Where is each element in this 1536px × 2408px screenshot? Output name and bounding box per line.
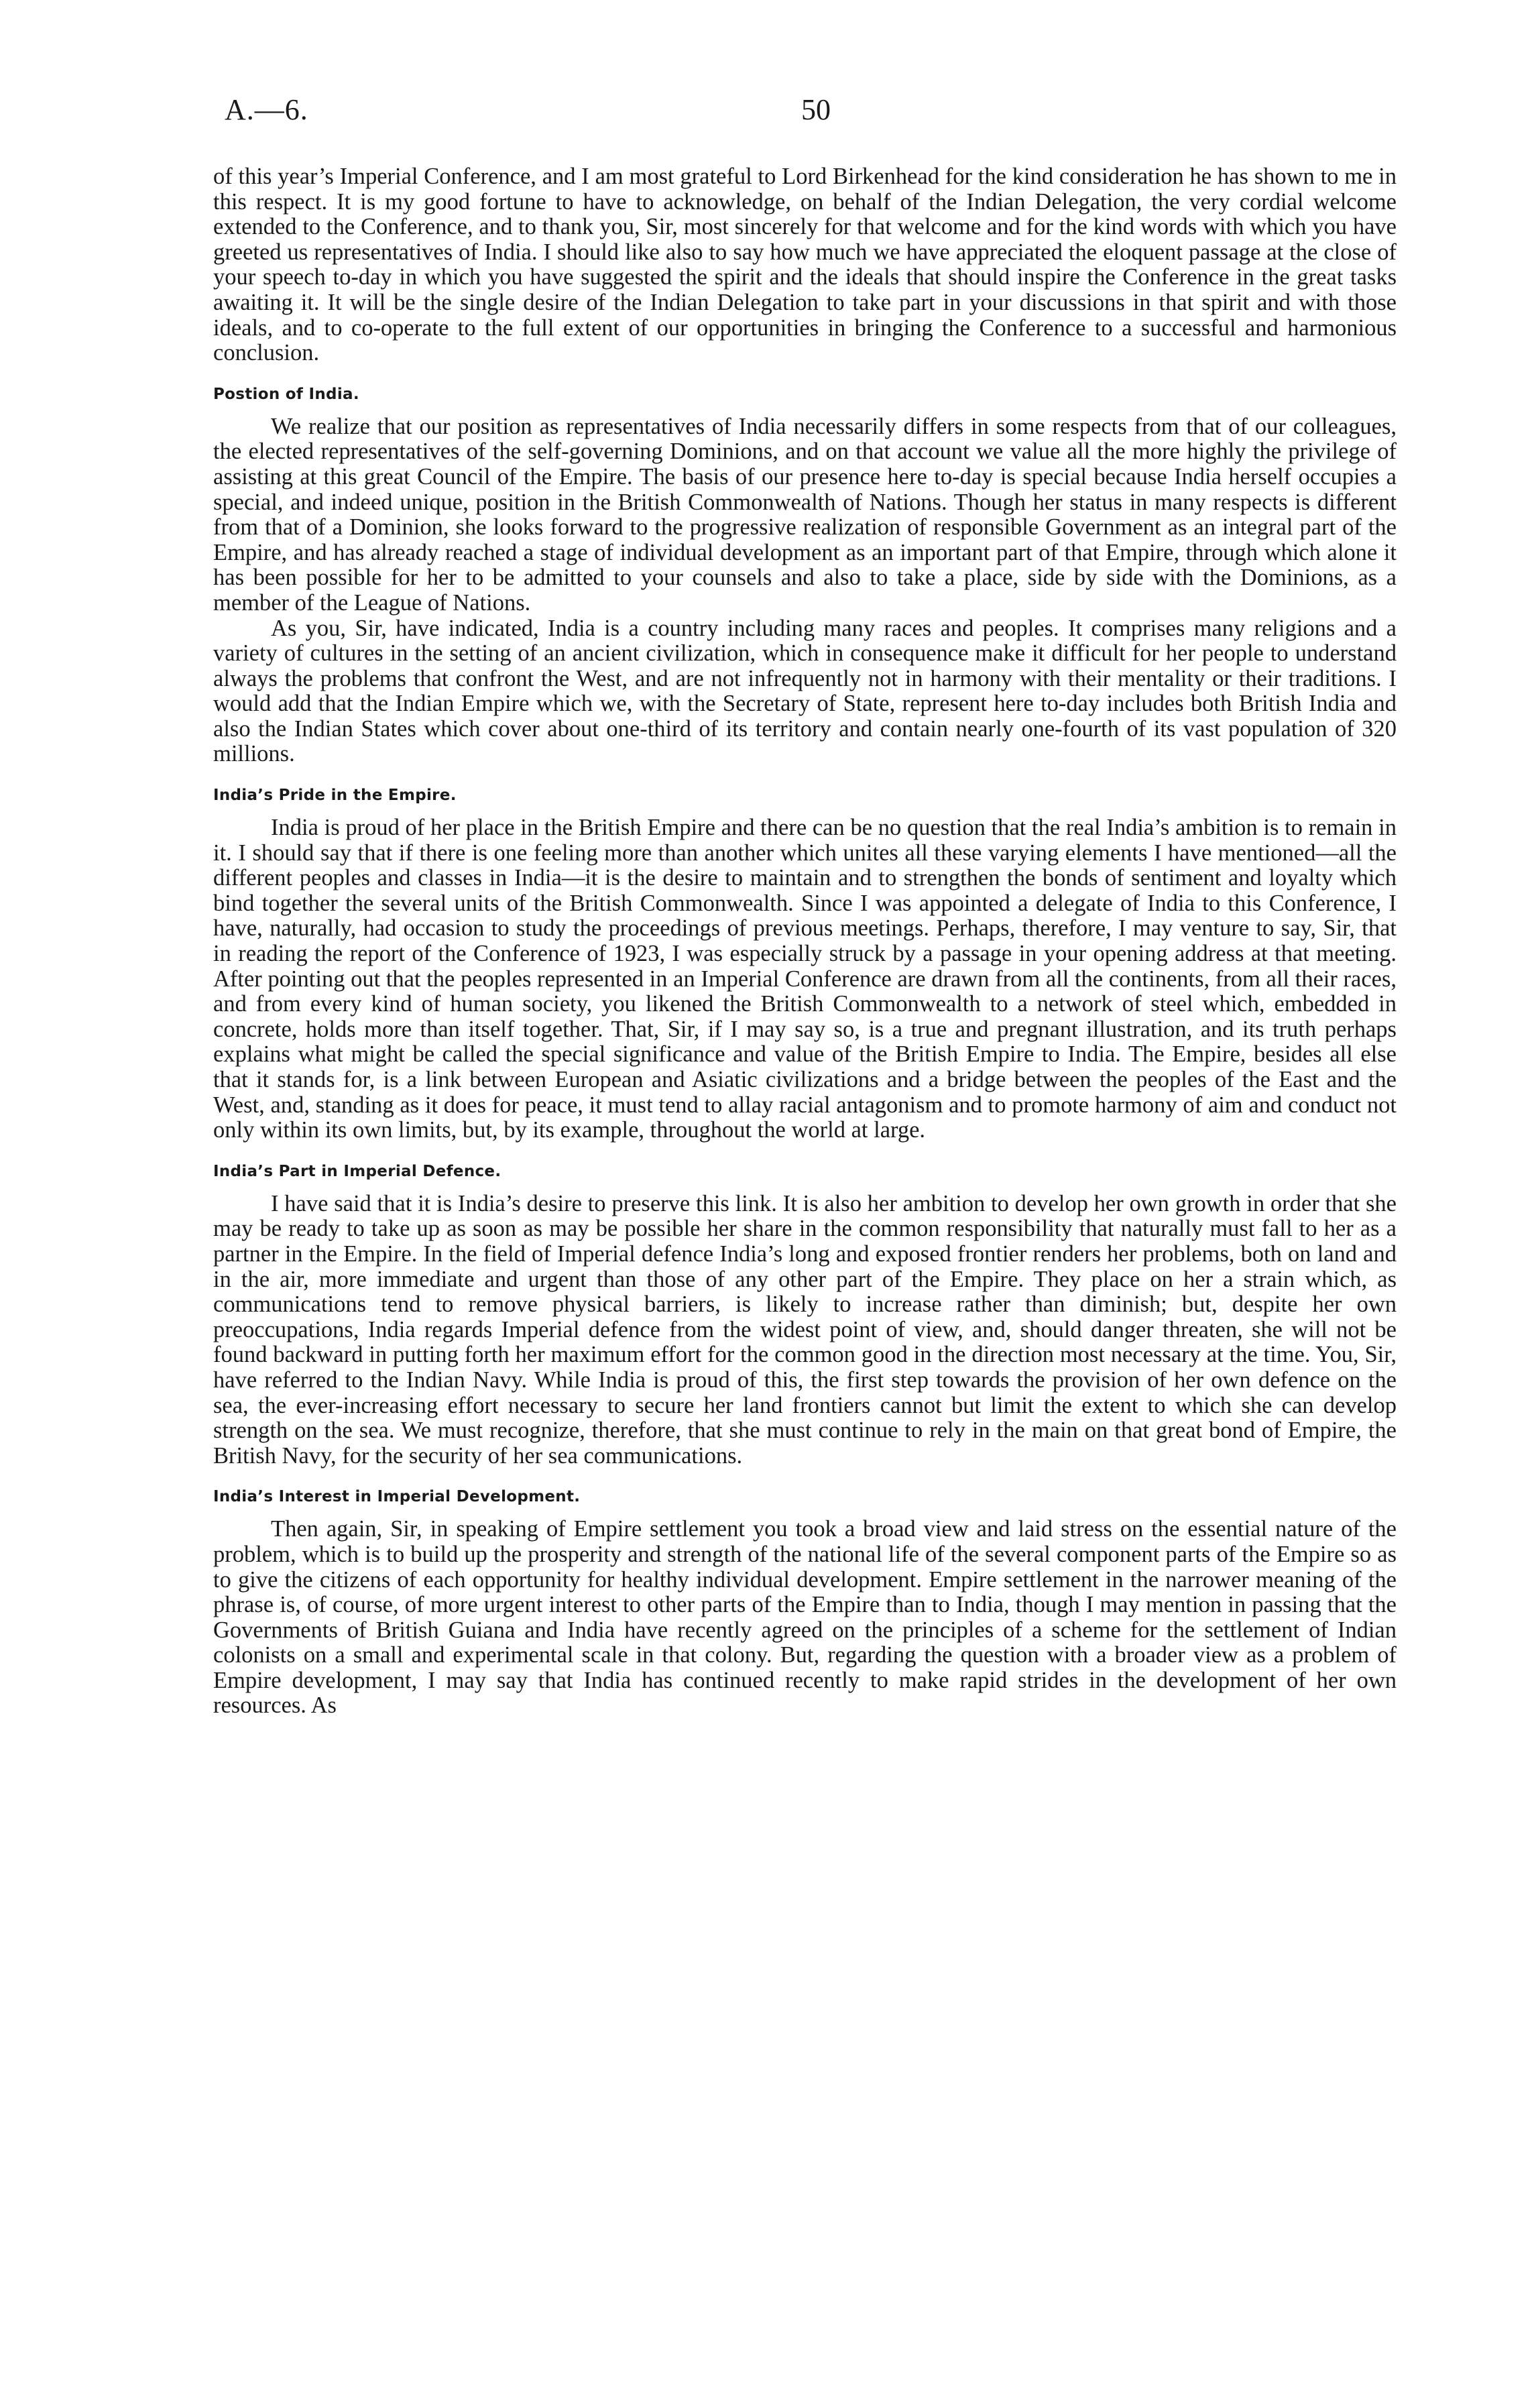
section-heading-position-of-india: Postion of India.	[213, 385, 359, 403]
section-heading-indias-pride: India’s Pride in the Empire.	[213, 787, 457, 805]
paragraph-development-1: Then again, Sir, in speaking of Empire settlement you took a broad view and laid stress on the essential nature of the problem, which is to build up the prosperity and strength of the national life of the several component parts of the Empire so as to give the citizens of each opportunity for healthy individual development. Empire settlement in the narrower meaning of the phrase is, of course, of more urgent interest to other parts of the Empire than to India, though I may mention in passing that the Governments of British Guiana and India have recently agreed on the principles of a scheme for the settlement of Indian colonists on a small and experimental scale in that colony. But, regarding the question with a broader view as a problem of Empire development, I may say that India has continued recently to make rapid strides in the development of her own resources. As	[213, 1516, 1397, 1719]
section-heading-imperial-defence: India’s Part in Imperial Defence.	[213, 1162, 501, 1180]
document-reference: A.—6.	[225, 93, 308, 126]
paragraph-intro: of this year’s Imperial Conference, and I am most grateful to Lord Birkenhead for the kind consideration he has shown to me in this respect. It is my good fortune to have to acknowledge, on behalf of the Indian Delegation, the very cordial welcome extended to the Conference, and to thank you, Sir, most sincerely for that welcome and for the kind words with which you have greeted us representatives of India. I should like also to say how much we have appreciated the eloquent passage at the close of your speech to-day in which you have suggested the spirit and the ideals that should inspire the Conference in the great tasks awaiting it. It will be the single desire of the Indian Delegation to take part in your discussions in that spirit and with those ideals, and to co-operate to the full extent of our opportunities in bringing the Conference to a successful and harmonious conclusion.	[213, 164, 1397, 366]
paragraph-position-2: As you, Sir, have indicated, India is a country including many races and peoples. It comprises many religions and a variety of cultures in the setting of an ancient civilization, which in consequence make it difficult for her people to understand always the problems that confront the West, and are not infrequently not in harmony with their mentality or their traditions. I would add that the Indian Empire which we, with the Secretary of State, represent here to-day includes both British India and also the Indian States which cover about one-third of its territory and contain nearly one-fourth of its vast population of 320 millions.	[213, 615, 1397, 767]
paragraph-defence-1: I have said that it is India’s desire to preserve this link. It is also her ambition to develop her own growth in order that she may be ready to take up as soon as may be possible her share in the common responsibility that naturally must fall to her as a partner in the Empire. In the field of Imperial defence India’s long and exposed frontier renders her problems, both on land and in the air, more immediate and urgent than those of any other part of the Empire. They place on her a strain which, as communications tend to remove physical barriers, is likely to increase rather than diminish; but, despite her own preoccupations, India regards Imperial defence from the widest point of view, and, should danger threaten, she will not be found backward in putting forth her maximum effort for the common good in the direction most necessary at the time. You, Sir, have referred to the Indian Navy. While India is proud of this, the first step towards the provision of her own defence on the sea, the ever-increasing effort necessary to secure her land frontiers cannot but limit the extent to which she can develop strength on the sea. We must recognize, therefore, that she must continue to rely in the main on that great bond of Empire, the British Navy, for the security of her sea communications.	[213, 1190, 1397, 1469]
paragraph-position-1: We realize that our position as representatives of India necessarily differs in some respects from that of our colleagues, the elected representatives of the self-governing Dominions, and on that account we value all the more highly the privilege of assisting at this great Council of the Empire. The basis of our presence here to-day is special because India herself occupies a special, and indeed unique, position in the British Commonwealth of Nations. Though her status in many respects is different from that of a Dominion, she looks forward to the progressive realization of responsible Government as an integral part of the Empire, and has already reached a stage of individual development as an important part of that Empire, through which alone it has been possible for her to be admitted to your counsels and also to take a place, side by side with the Dominions, as a member of the League of Nations.	[213, 413, 1397, 616]
page-number: 50	[801, 93, 831, 126]
document-body	[213, 164, 1397, 1719]
paragraph-pride-1: India is proud of her place in the British Empire and there can be no question that the real India’s ambition is to remain in it. I should say that if there is one feeling more than another which unites all these varying elements I have mentioned—all the different peoples and classes in India—it is the desire to maintain and to strengthen the bonds of sentiment and loyalty which bind together the several units of the British Commonwealth. Since I was appointed a delegate of India to this Conference, I have, naturally, had occasion to study the proceedings of previous meetings. Perhaps, therefore, I may venture to say, Sir, that in reading the report of the Conference of 1923, I was especially struck by a passage in your opening address at that meeting. After pointing out that the peoples represented in an Imperial Conference are drawn from all the continents, from all their races, and from every kind of human society, you likened the British Commonwealth to a network of steel which, embedded in concrete, holds more than itself together. That, Sir, if I may say so, is a true and pregnant illustration, and its truth perhaps explains what might be called the special significance and value of the British Empire to India. The Empire, besides all else that it stands for, is a link between European and Asiatic civilizations and a bridge between the peoples of the East and the West, and, standing as it does for peace, it must tend to allay racial antagonism and to promote harmony of aim and conduct not only within its own limits, but, by its example, throughout the world at large.	[213, 815, 1397, 1143]
page-header	[225, 93, 1388, 139]
section-heading-imperial-development: India’s Interest in Imperial Development.	[213, 1488, 581, 1506]
